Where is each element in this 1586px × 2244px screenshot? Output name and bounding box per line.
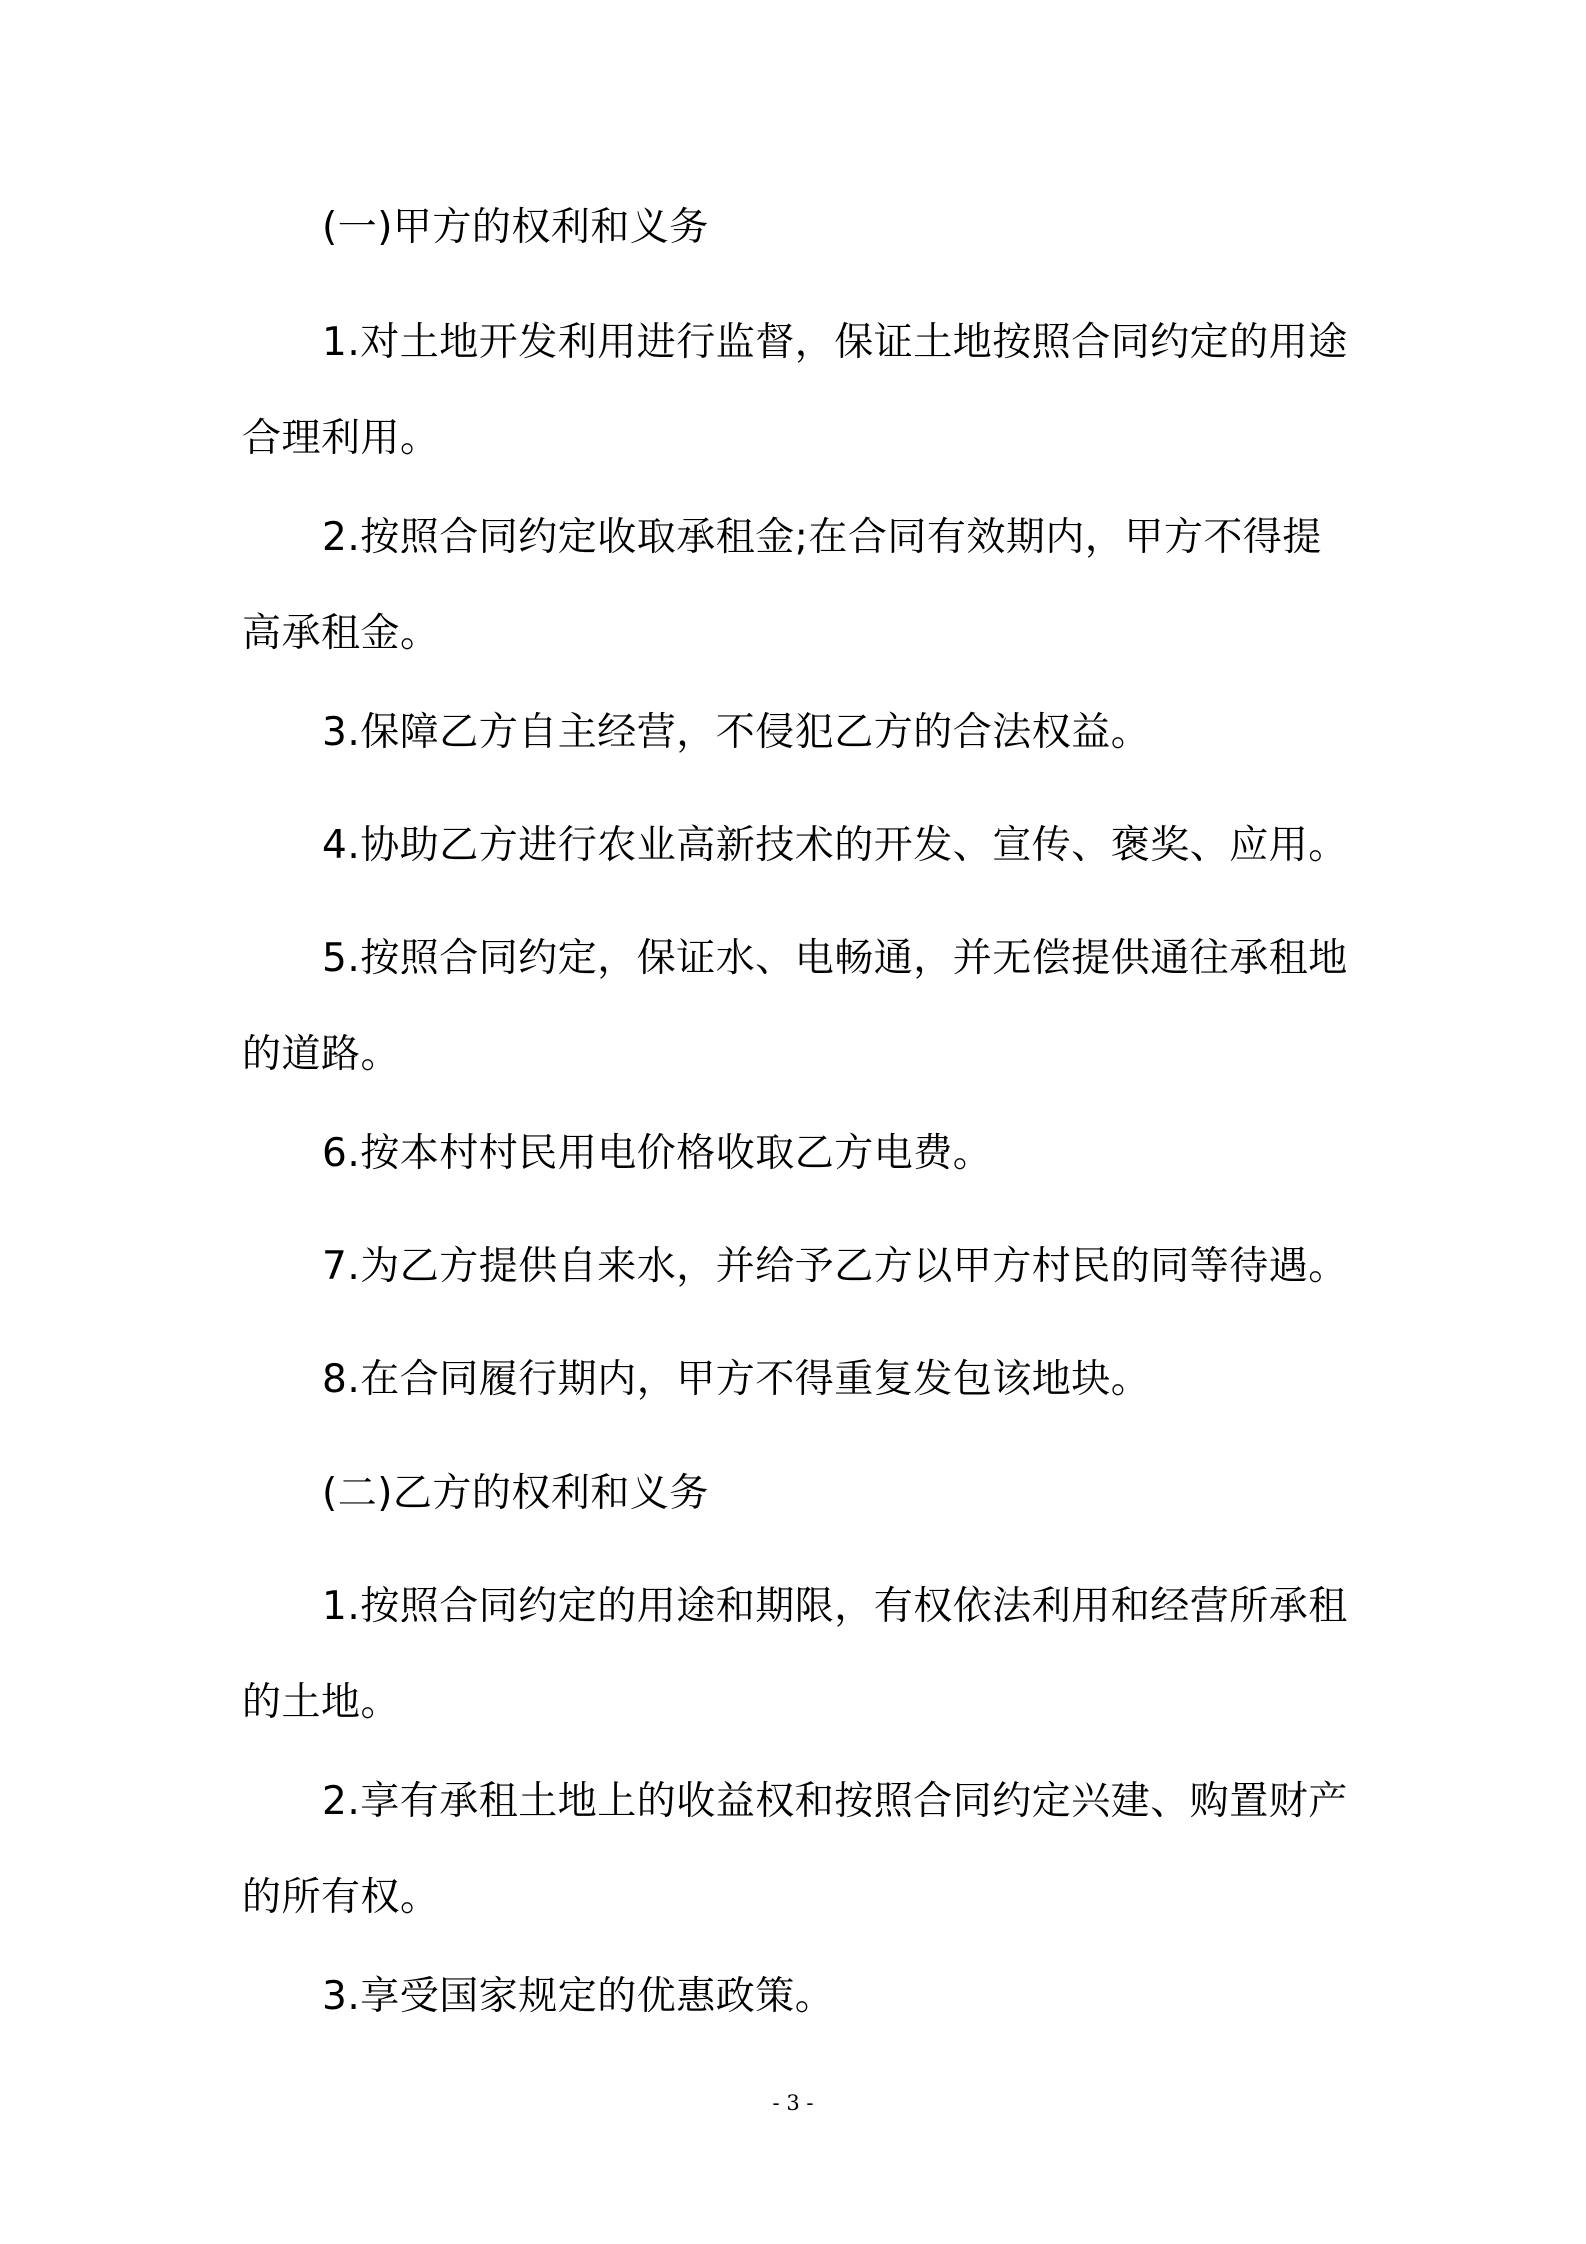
party-b-clause-3: 3.享受国家规定的优惠政策。 [322,1974,835,2019]
party-a-clause-8: 8.在合同履行期内，甲方不得重复发包该地块。 [322,1357,1151,1402]
party-b-clause-1: 1.按照合同约定的用途和期限，有权依法利用和经营所承租的土地。 [242,1584,1348,1725]
section-heading-party-a: (一)甲方的权利和义务 [322,205,709,250]
party-a-clause-3: 3.保障乙方自主经营，不侵犯乙方的合法权益。 [322,710,1151,755]
party-a-clause-7: 7.为乙方提供自来水，并给予乙方以甲方村民的同等待遇。 [322,1244,1348,1289]
party-a-clause-4: 4.协助乙方进行农业高新技术的开发、宣传、褒奖、应用。 [322,823,1348,868]
page-number: - 3 - [772,2091,814,2115]
party-a-clause-1: 1.对土地开发利用进行监督，保证土地按照合同约定的用途合理利用。 [242,320,1348,461]
party-b-clause-2: 2.享有承租土地上的收益权和按照合同约定兴建、购置财产的所有权。 [242,1779,1348,1920]
party-a-clause-2: 2.按照合同约定收取承租金;在合同有效期内，甲方不得提高承租金。 [242,515,1322,656]
party-a-clause-6: 6.按本村村民用电价格收取乙方电费。 [322,1131,993,1176]
party-a-clause-5: 5.按照合同约定，保证水、电畅通，并无偿提供通往承租地的道路。 [242,936,1348,1077]
section-heading-party-b: (二)乙方的权利和义务 [322,1471,709,1516]
